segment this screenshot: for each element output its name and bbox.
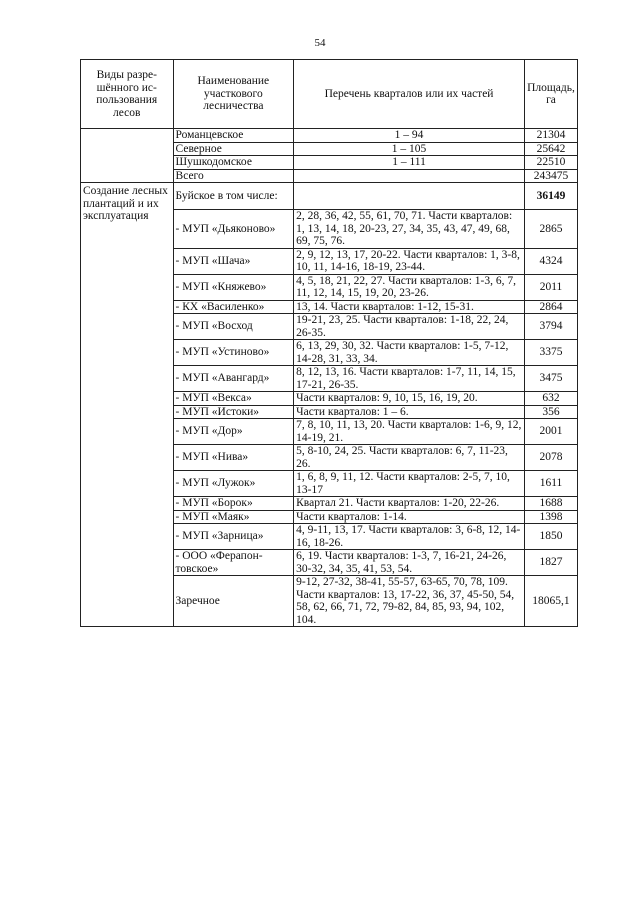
quarters-list: 1, 6, 8, 9, 11, 12. Части кварталов: 2-5, 7, 10, 13-17 (294, 471, 525, 497)
table-header-row (81, 60, 578, 129)
area-value: 1850 (524, 524, 577, 550)
header-area: Площадь, га (524, 60, 577, 129)
forestry-table (80, 59, 578, 627)
header-usage-type: Виды разре-шённого ис-пользования лесов (81, 60, 174, 129)
area-value: 3794 (524, 314, 577, 340)
table-row (81, 183, 578, 210)
forestry-name: - МУП «Зарница» (173, 524, 294, 550)
quarters-list: 6, 13, 29, 30, 32. Части кварталов: 1-5, 7-12, 14-28, 31, 33, 34. (294, 340, 525, 366)
forestry-name: - МУП «Восход (173, 314, 294, 340)
area-value: 1398 (524, 510, 577, 524)
area-value: 2078 (524, 445, 577, 471)
quarters-list: 9-12, 27-32, 38-41, 55-57, 63-65, 70, 78, 109. Части кварталов: 13, 17-22, 36, 37, 45-50, 54, 58, 62, 66, 71, 72, 79-82, 84, 85, 93, 94, 102, 104. (294, 576, 525, 627)
quarters-list: 2, 28, 36, 42, 55, 61, 70, 71. Части кварталов: 1, 13, 14, 18, 20-23, 27, 34, 35, 43, 47, 49, 68, 69, 75, 76. (294, 210, 525, 249)
area-value: 36149 (524, 183, 577, 210)
quarters-list: 5, 8-10, 24, 25. Части кварталов: 6, 7, 11-23, 26. (294, 445, 525, 471)
header-forestry-name: Наименование участкового лесничества (173, 60, 294, 129)
forestry-name: - МУП «Нива» (173, 445, 294, 471)
area-value: 356 (524, 405, 577, 419)
quarters-list (294, 183, 525, 210)
area-value: 1611 (524, 471, 577, 497)
quarters-list: Части кварталов: 1-14. (294, 510, 525, 524)
forestry-name: - КХ «Василенко» (173, 300, 294, 314)
page-number: 54 (314, 37, 326, 49)
forestry-name: Северное (173, 142, 294, 156)
forestry-name: - МУП «Княжево» (173, 274, 294, 300)
quarters-list: 19-21, 23, 25. Части кварталов: 1-18, 22, 24, 26-35. (294, 314, 525, 340)
area-value: 632 (524, 392, 577, 406)
area-value: 3375 (524, 340, 577, 366)
forestry-name: - МУП «Устиново» (173, 340, 294, 366)
total-label: Всего (173, 169, 294, 183)
usage-type-cell: Создание лесных плантаций и их эксплуатация (81, 183, 174, 627)
area-value: 22510 (524, 156, 577, 170)
forestry-name: - МУП «Авангард» (173, 366, 294, 392)
forestry-name: Заречное (173, 576, 294, 627)
area-value: 2011 (524, 274, 577, 300)
forestry-name: - МУП «Лужок» (173, 471, 294, 497)
header-quarters: Перечень кварталов или их частей (294, 60, 525, 129)
forestry-name: - МУП «Истоки» (173, 405, 294, 419)
forestry-name: - МУП «Дьяконово» (173, 210, 294, 249)
area-value: 2865 (524, 210, 577, 249)
quarters-list: 8, 12, 13, 16. Части кварталов: 1-7, 11, 14, 15, 17-21, 26-35. (294, 366, 525, 392)
quarters-list: 1 – 111 (294, 156, 525, 170)
forestry-name: - ООО «Ферапон-товское» (173, 550, 294, 576)
forestry-name: - МУП «Борок» (173, 497, 294, 511)
area-value: 1827 (524, 550, 577, 576)
table-row (81, 129, 578, 143)
area-value: 3475 (524, 366, 577, 392)
quarters-list: 13, 14. Части кварталов: 1-12, 15-31. (294, 300, 525, 314)
area-value: 4324 (524, 248, 577, 274)
quarters-list: 2, 9, 12, 13, 17, 20-22. Части кварталов: 1, 3-8, 10, 11, 14-16, 18-19, 23-44. (294, 248, 525, 274)
area-value: 18065,1 (524, 576, 577, 627)
quarters-list (294, 169, 525, 183)
quarters-list: 4, 5, 18, 21, 22, 27. Части кварталов: 1-3, 6, 7, 11, 12, 14, 15, 19, 20, 23-26. (294, 274, 525, 300)
area-value: 2001 (524, 419, 577, 445)
empty-type-cell (81, 129, 174, 183)
area-value: 1688 (524, 497, 577, 511)
quarters-list: 4, 9-11, 13, 17. Части кварталов: 3, 6-8, 12, 14-16, 18-26. (294, 524, 525, 550)
forestry-name: - МУП «Маяк» (173, 510, 294, 524)
forestry-name: Шушкодомское (173, 156, 294, 170)
area-value: 2864 (524, 300, 577, 314)
quarters-list: Части кварталов: 1 – 6. (294, 405, 525, 419)
quarters-list: 1 – 94 (294, 129, 525, 143)
quarters-list: 6, 19. Части кварталов: 1-3, 7, 16-21, 24-26, 30-32, 34, 35, 41, 53, 54. (294, 550, 525, 576)
forestry-name: - МУП «Векса» (173, 392, 294, 406)
forestry-name: Романцевское (173, 129, 294, 143)
area-value: 25642 (524, 142, 577, 156)
quarters-list: 1 – 105 (294, 142, 525, 156)
forestry-name: - МУП «Дор» (173, 419, 294, 445)
quarters-list: 7, 8, 10, 11, 13, 20. Части кварталов: 1-6, 9, 12, 14-19, 21. (294, 419, 525, 445)
quarters-list: Квартал 21. Части кварталов: 1-20, 22-26. (294, 497, 525, 511)
area-value: 21304 (524, 129, 577, 143)
forestry-name: - МУП «Шача» (173, 248, 294, 274)
forestry-name: Буйское в том числе: (173, 183, 294, 210)
total-area-value: 243475 (524, 169, 577, 183)
quarters-list: Части кварталов: 9, 10, 15, 16, 19, 20. (294, 392, 525, 406)
